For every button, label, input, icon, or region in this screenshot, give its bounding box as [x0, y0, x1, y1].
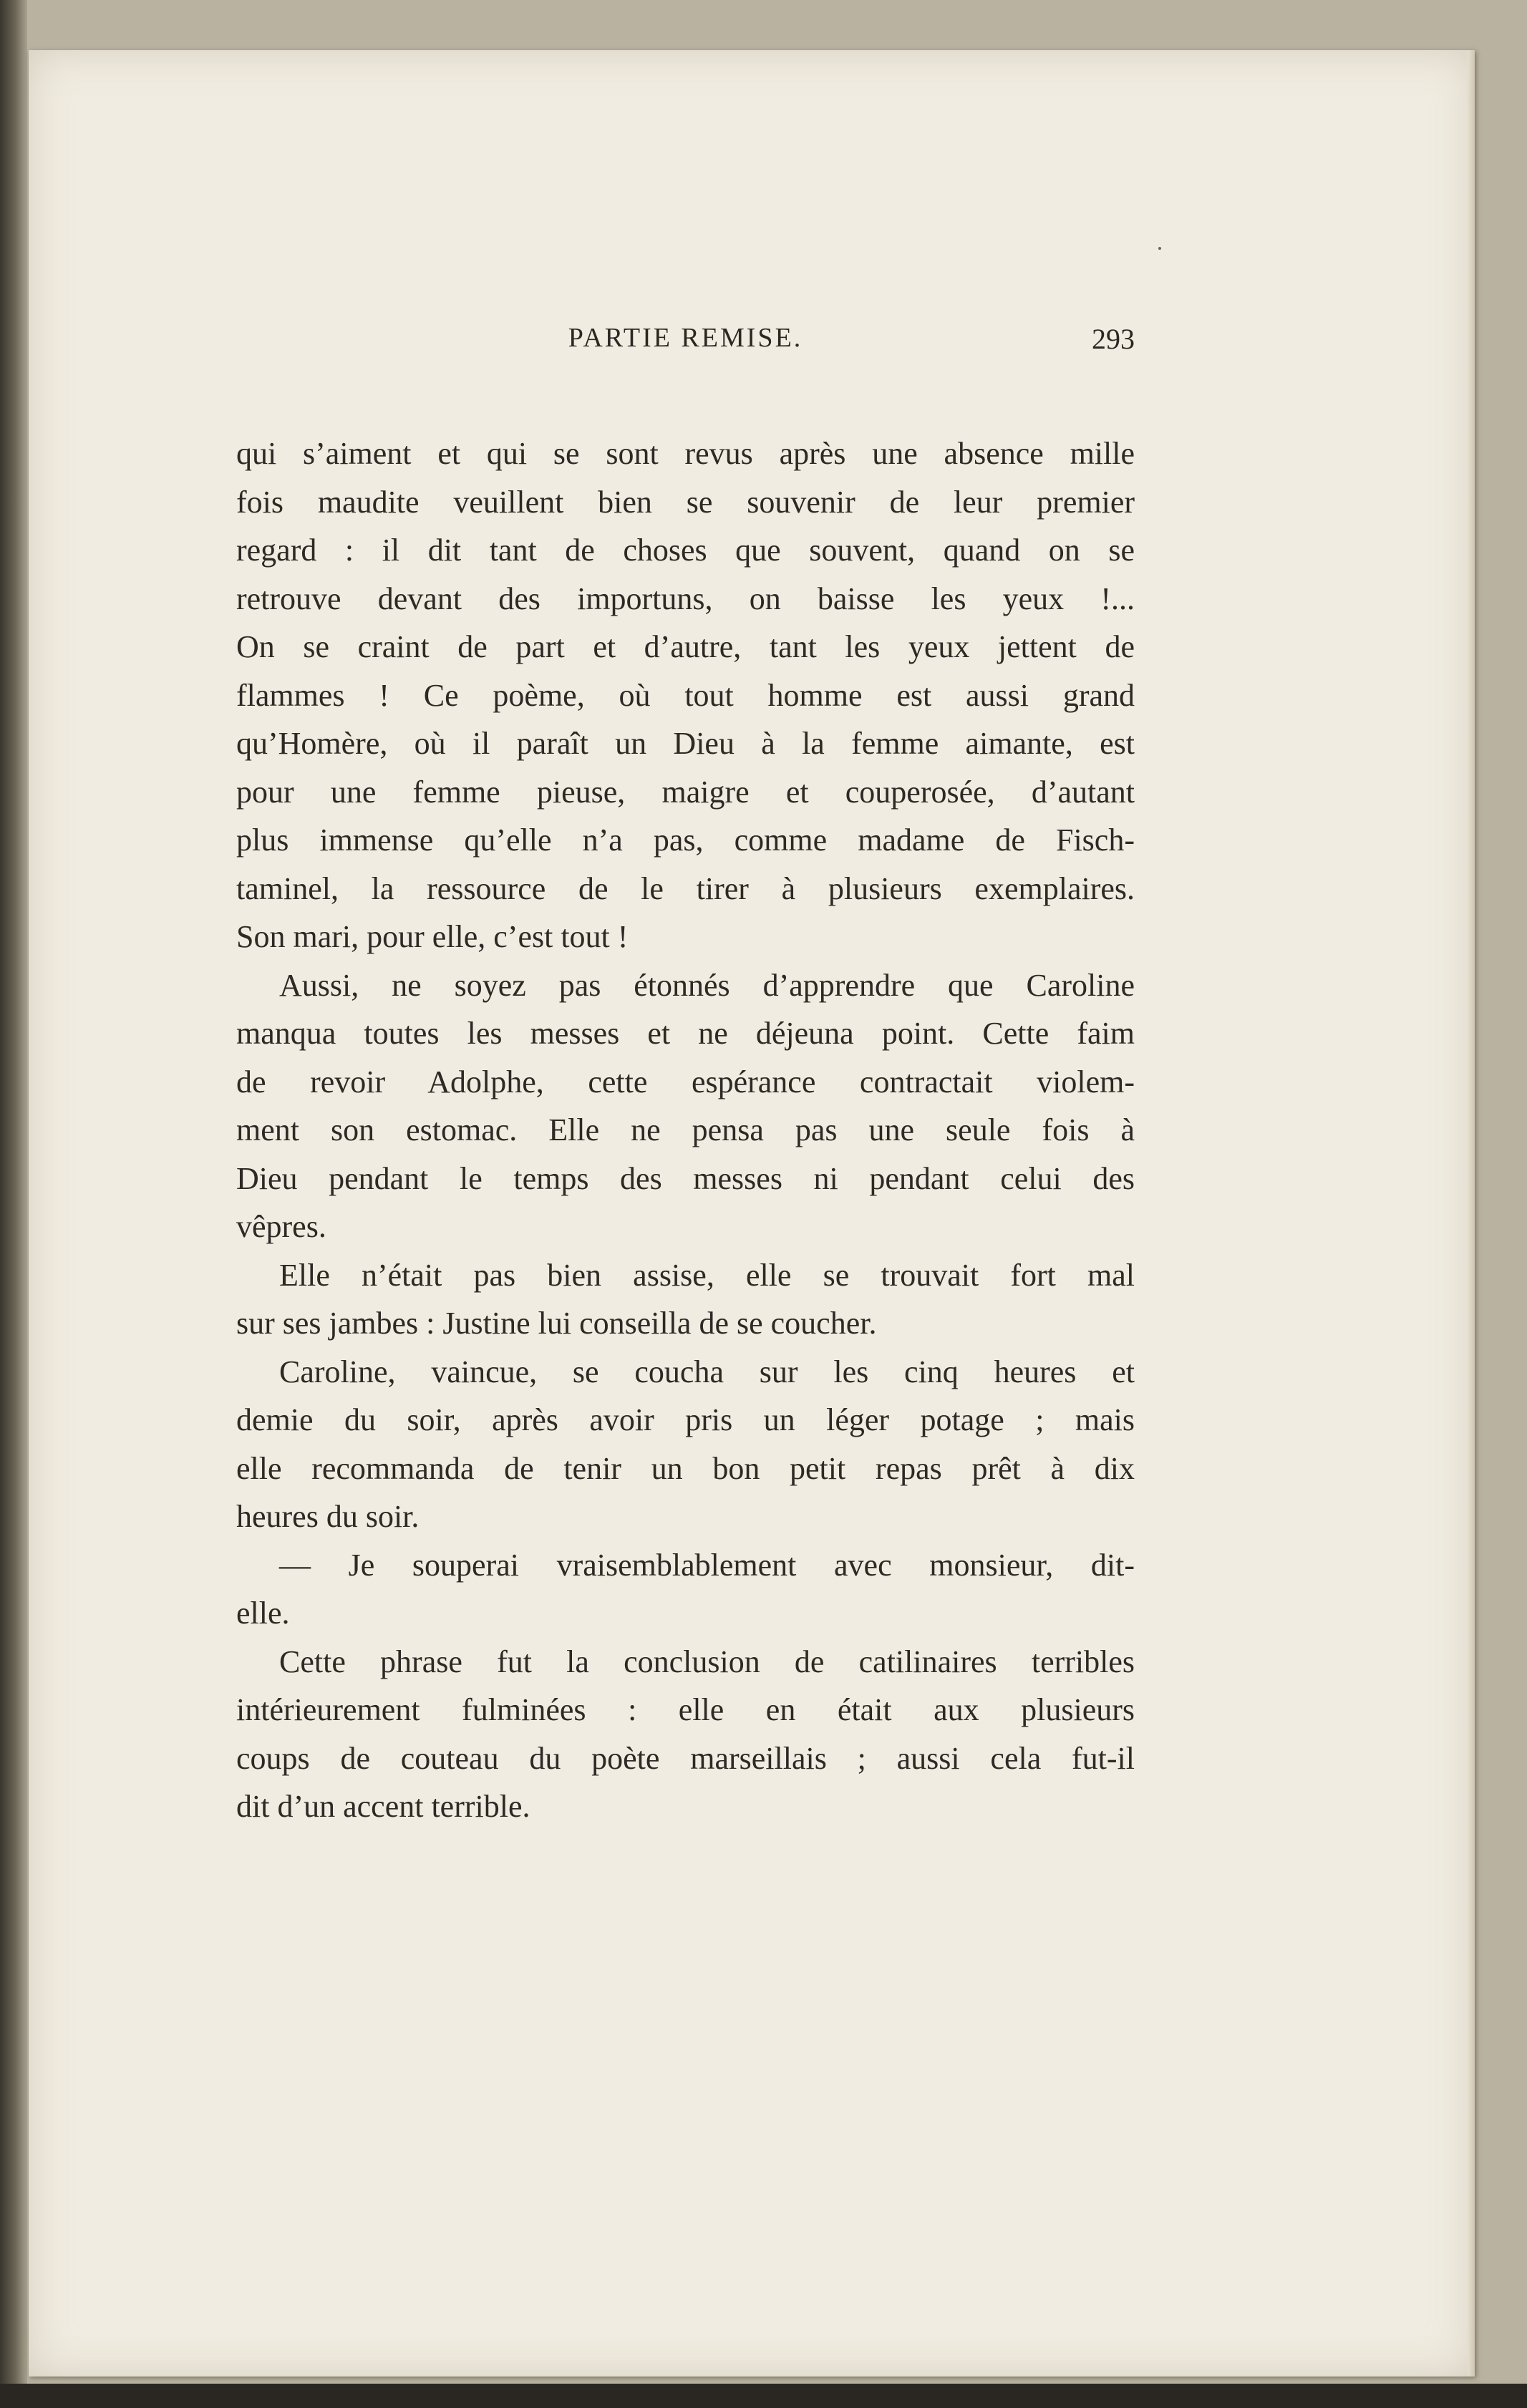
- scan-bottom-edge: [0, 2384, 1527, 2408]
- text-line: manqua toutes les messes et ne déjeuna point. Cette faim: [236, 1016, 1135, 1051]
- text-line: Son mari, pour elle, c’est tout !: [236, 919, 629, 954]
- text-line: Caroline, vaincue, se coucha sur les cinq heures et: [279, 1354, 1135, 1389]
- body-text: [236, 429, 1135, 1831]
- text-line: heures du soir.: [236, 1499, 420, 1534]
- page-edge: [1468, 50, 1475, 2377]
- text-line: sur ses jambes : Justine lui conseilla de se coucher.: [236, 1306, 877, 1341]
- text-line: plus immense qu’elle n’a pas, comme madame de Fisch-: [236, 822, 1135, 858]
- text-line: de revoir Adolphe, cette espérance contractait violem-: [236, 1064, 1135, 1099]
- text-line: taminel, la ressource de le tirer à plusieurs exemplaires.: [236, 870, 1135, 906]
- page-number: 293: [1092, 323, 1135, 355]
- text-line: Dieu pendant le temps des messes ni pendant celui des: [236, 1160, 1135, 1196]
- text-line: elle recommanda de tenir un bon petit repas prêt à dix: [236, 1450, 1135, 1486]
- text-line: Elle n’était pas bien assise, elle se trouvait fort mal: [279, 1257, 1135, 1293]
- text-line: flammes ! Ce poème, où tout homme est aussi grand: [236, 677, 1135, 713]
- text-line: fois maudite veuillent bien se souvenir de leur premier: [236, 484, 1135, 520]
- text-line: On se craint de part et d’autre, tant les yeux jettent de: [236, 629, 1135, 664]
- paragraph: [236, 1541, 1135, 1638]
- text-line: Aussi, ne soyez pas étonnés d’apprendre que Caroline: [279, 967, 1135, 1003]
- paragraph: [236, 1251, 1135, 1348]
- running-title: PARTIE REMISE.: [568, 323, 803, 353]
- text-line: intérieurement fulminées : elle en était aux plusieurs: [236, 1692, 1135, 1727]
- book-binding: [0, 0, 27, 2408]
- text-line: regard : il dit tant de choses que souvent, quand on se: [236, 533, 1135, 568]
- text-line: elle.: [236, 1596, 290, 1631]
- text-line: coups de couteau du poète marseillais ; aussi cela fut-il: [236, 1740, 1135, 1776]
- text-line: qui s’aiment et qui se sont revus après une absence mille: [236, 436, 1135, 471]
- text-line: qu’Homère, où il paraît un Dieu à la femme aimante, est: [236, 726, 1135, 761]
- paragraph: [236, 961, 1135, 1251]
- text-line: demie du soir, après avoir pris un léger potage ; mais: [236, 1402, 1135, 1437]
- text-line: — Je souperai vraisemblablement avec monsieur, dit-: [279, 1547, 1135, 1583]
- paper-speck: [1158, 247, 1161, 250]
- text-line: Cette phrase fut la conclusion de catilinaires terribles: [279, 1644, 1135, 1679]
- text-line: retrouve devant des importuns, on baisse les yeux !...: [236, 581, 1135, 616]
- text-line: dit d’un accent terrible.: [236, 1789, 530, 1824]
- text-line: vêpres.: [236, 1209, 326, 1244]
- text-line: pour une femme pieuse, maigre et couperosée, d’autant: [236, 774, 1135, 810]
- paragraph: [236, 429, 1135, 961]
- paragraph: [236, 1638, 1135, 1831]
- paragraph: [236, 1348, 1135, 1541]
- page-header: [236, 322, 1135, 372]
- text-line: ment son estomac. Elle ne pensa pas une seule fois à: [236, 1112, 1135, 1147]
